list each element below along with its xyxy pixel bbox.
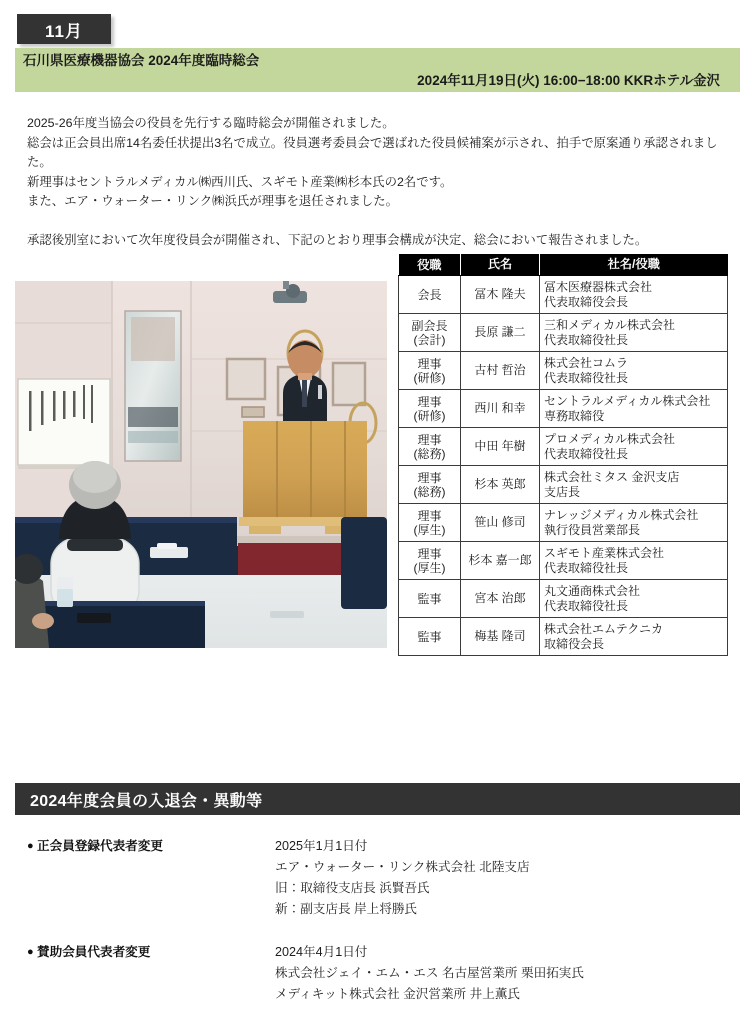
change-detail-line: エア・ウォーター・リンク株式会社 北陸支店	[275, 860, 530, 874]
role-primary: 理事	[417, 470, 442, 485]
table-row	[399, 428, 728, 466]
role-secondary: (厚生)	[413, 560, 446, 575]
cell-name: 笹山 修司	[461, 504, 540, 542]
body-closing-paragraph: 承認後別室において次年度役員会が開催され、下記のとおり理事会構成が決定、総会において報告されました。	[27, 232, 648, 247]
change-label	[27, 836, 275, 857]
company-position: 専務取締役	[544, 408, 605, 423]
change-detail-line: メディキット株式会社 金沢営業所 井上薫氏	[275, 987, 521, 1001]
company-name: 株式会社コムラ	[544, 356, 629, 370]
cell-company-position	[540, 428, 728, 466]
role-primary: 理事	[417, 546, 442, 561]
cell-name: 杉本 英郎	[461, 466, 540, 504]
cell-role	[399, 466, 461, 504]
table-row	[399, 504, 728, 542]
role-primary: 監事	[417, 629, 442, 644]
meeting-photo	[15, 281, 387, 648]
table-row	[399, 352, 728, 390]
body-paragraph-4: また、エア・ウォーター・リンク㈱浜氏が理事を退任されました。	[27, 194, 398, 208]
company-name: 冨木医療器株式会社	[544, 280, 653, 294]
officers-table-header-row	[399, 254, 728, 276]
body-paragraph-1: 2025-26年度当協会の役員を先行する臨時総会が開催されました。	[27, 116, 395, 130]
cell-role	[399, 276, 461, 314]
role-secondary: (総務)	[413, 484, 446, 499]
company-position: 取締役会長	[544, 636, 605, 651]
table-row	[399, 580, 728, 618]
company-name: プロメディカル株式会社	[544, 432, 676, 446]
officers-table-body	[399, 276, 728, 656]
company-name: 株式会社エムテクニカ	[544, 622, 664, 636]
table-row	[399, 314, 728, 352]
cell-company-position	[540, 504, 728, 542]
company-name: スギモト産業株式会社	[544, 546, 665, 560]
body-paragraph-2: 総会は正会員出席14名委任状提出3名で成立。役員選考委員会で選ばれた役員候補案が示され、拍手で原案通り承認されました。	[27, 135, 718, 169]
company-position: 代表取締役社長	[544, 446, 629, 461]
cell-company-position	[540, 580, 728, 618]
cell-role	[399, 314, 461, 352]
table-row	[399, 542, 728, 580]
cell-company-position	[540, 542, 728, 580]
role-secondary: (研修)	[413, 408, 446, 423]
role-primary: 理事	[417, 508, 442, 523]
company-position: 支店長	[544, 484, 581, 499]
change-detail-line: 新：副支店長 岸上将勝氏	[275, 902, 418, 916]
cell-company-position	[540, 618, 728, 656]
change-label-text: 賛助会員代表者変更	[37, 945, 151, 959]
cell-name: 杉本 嘉一郎	[461, 542, 540, 580]
membership-changes-list	[27, 836, 727, 1024]
cell-company-position	[540, 276, 728, 314]
table-row	[399, 466, 728, 504]
change-detail-line: 旧：取締役支店長 浜賢吾氏	[275, 881, 430, 895]
officers-table	[398, 254, 728, 656]
role-primary: 理事	[417, 356, 442, 371]
role-secondary: (厚生)	[413, 522, 446, 537]
company-name: 丸文通商株式会社	[544, 584, 641, 598]
change-detail-line: 2024年4月1日付	[275, 945, 368, 959]
change-detail	[275, 836, 530, 920]
cell-name: 古村 哲治	[461, 352, 540, 390]
cell-role	[399, 542, 461, 580]
change-label-text: 正会員登録代表者変更	[37, 839, 163, 853]
role-primary: 理事	[417, 432, 442, 447]
change-detail-line: 2025年1月1日付	[275, 839, 368, 853]
change-label	[27, 942, 275, 963]
cell-role	[399, 428, 461, 466]
company-name: セントラルメディカル株式会社	[544, 394, 711, 408]
company-name: 三和メディカル株式会社	[544, 318, 676, 332]
cell-company-position	[540, 352, 728, 390]
company-position: 代表取締役社長	[544, 370, 629, 385]
change-detail-line: 株式会社ジェイ・エム・エス 名古屋営業所 栗田拓実氏	[275, 966, 584, 980]
list-item	[27, 836, 727, 920]
list-item	[27, 942, 727, 1005]
bullet-icon: ●	[27, 840, 34, 852]
cell-role	[399, 352, 461, 390]
cell-role	[399, 504, 461, 542]
role-secondary: (会計)	[413, 332, 446, 347]
company-position: 代表取締役社長	[544, 560, 629, 575]
role-primary: 監事	[417, 591, 442, 606]
table-row	[399, 390, 728, 428]
company-position: 代表取締役社長	[544, 598, 629, 613]
company-position: 代表取締役社長	[544, 332, 629, 347]
change-detail	[275, 942, 584, 1005]
bullet-icon: ●	[27, 946, 34, 958]
cell-role	[399, 390, 461, 428]
company-name: 株式会社ミタス 金沢支店	[544, 470, 680, 484]
body-paragraph-3: 新理事はセントラルメディカル㈱西川氏、スギモト産業㈱杉本氏の2名です。	[27, 174, 453, 189]
cell-name: 冨木 隆夫	[461, 276, 540, 314]
cell-role	[399, 580, 461, 618]
cell-name: 梅基 隆司	[461, 618, 540, 656]
column-header-name: 氏名	[461, 254, 540, 276]
role-primary: 会長	[417, 287, 442, 302]
role-secondary: (総務)	[413, 446, 446, 461]
cell-company-position	[540, 390, 728, 428]
cell-company-position	[540, 314, 728, 352]
cell-name: 宮本 治郎	[461, 580, 540, 618]
event-header-bar	[15, 48, 740, 92]
company-name: ナレッジメディカル株式会社	[544, 508, 699, 522]
section-header-membership-changes: 2024年度会員の入退会・異動等	[15, 783, 740, 815]
role-primary: 副会長	[411, 318, 448, 333]
body-text	[27, 114, 727, 250]
event-title: 石川県医療機器協会 2024年度臨時総会	[23, 53, 260, 68]
cell-name: 長原 謙二	[461, 314, 540, 352]
company-position: 代表取締役会長	[544, 294, 629, 309]
role-primary: 理事	[417, 394, 442, 409]
role-secondary: (研修)	[413, 370, 446, 385]
cell-name: 西川 和幸	[461, 390, 540, 428]
cell-role	[399, 618, 461, 656]
cell-name: 中田 年樹	[461, 428, 540, 466]
company-position: 執行役員営業部長	[544, 522, 641, 537]
column-header-role: 役職	[399, 254, 461, 276]
column-header-company-position: 社名/役職	[540, 254, 728, 276]
table-row	[399, 618, 728, 656]
month-badge: 11月	[17, 14, 111, 44]
cell-company-position	[540, 466, 728, 504]
event-datetime-venue: 2024年11月19日(火) 16:00−18:00 KKRホテル金沢	[417, 73, 720, 88]
table-row	[399, 276, 728, 314]
